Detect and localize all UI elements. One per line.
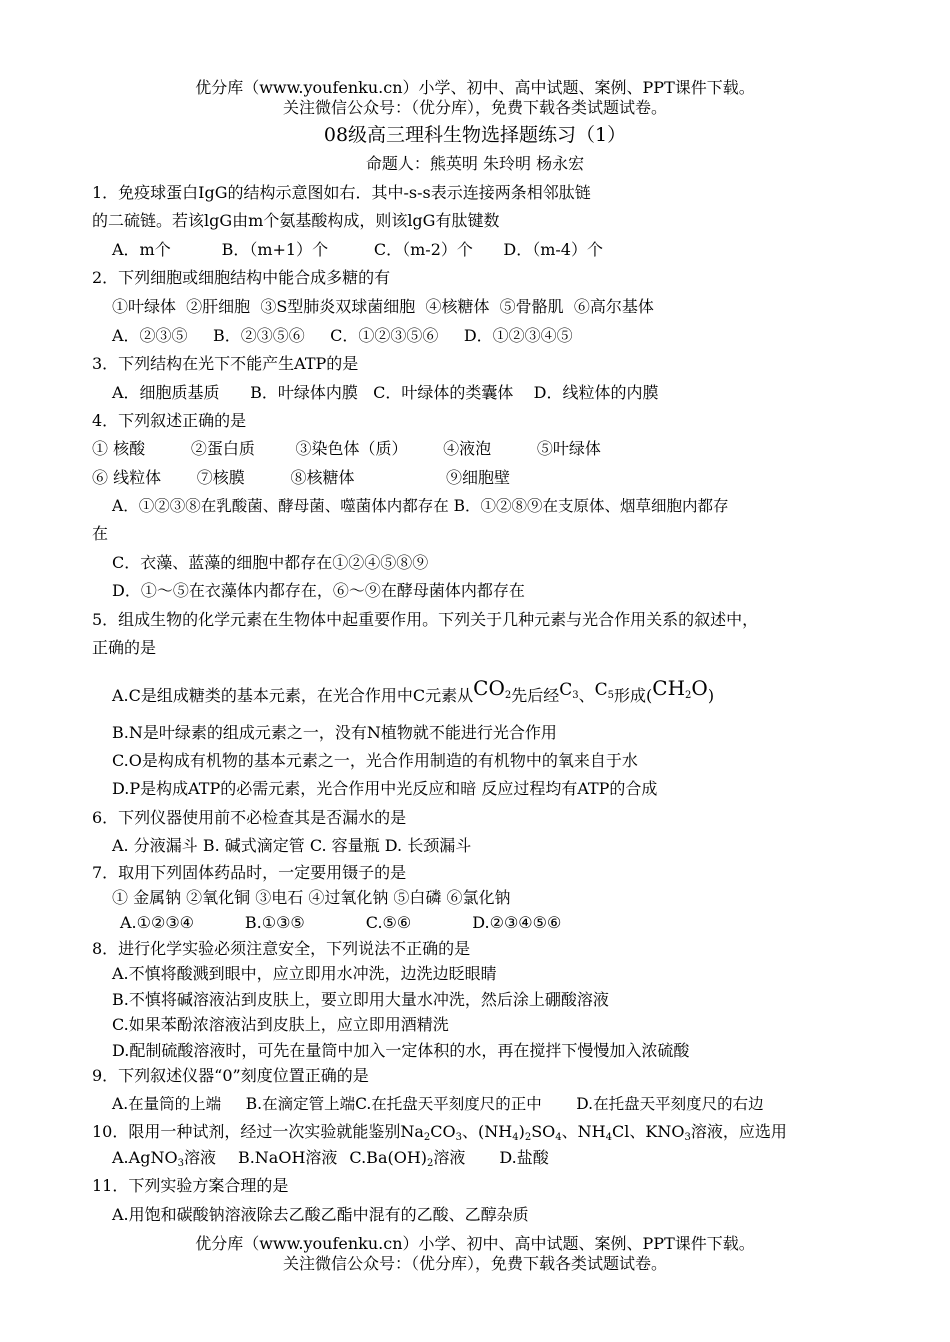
q10-stem: 10．限用一种试剂，经过一次实验就能鉴别$Na_2CO_3$、$(NH_4)_2SO_4$、$NH_4Cl$、$KNO_3$溶液，应选用 xyxy=(92,1122,787,1143)
q8-option-c: C.如果苯酚浓溶液沾到皮肤上，应立即用酒精洗 xyxy=(112,1015,449,1034)
q2-items: ①叶绿体 ②肝细胞 ③S型肺炎双球菌细胞 ④核糖体 ⑤骨骼肌 ⑥高尔基体 xyxy=(112,297,654,316)
header-line-2: 关注微信公众号：（优分库），免费下载各类试题试卷。 xyxy=(282,98,667,117)
q6-stem: 6．下列仪器使用前不必检查其是否漏水的是 xyxy=(92,808,407,827)
q5-option-a-text: A.C是组成糖类的基本元素，在光合作用中C元素从 xyxy=(112,686,474,705)
q1-stem-1: 1．免疫球蛋白IgG的结构示意图如右．其中-s-s表示连接两条相邻肽链 xyxy=(92,183,591,202)
q4-option-ab-1: A．①②③⑧在乳酸菌、酵母菌、噬菌体内都存在 B．①②⑧⑨在支原体、烟草细胞内都存 xyxy=(112,497,729,515)
q3-stem: 3．下列结构在光下不能产生ATP的是 xyxy=(92,354,359,373)
q5-stem-1: 5．组成生物的化学元素在生物体中起重要作用。下列关于几种元素与光合作用关系的叙述中， xyxy=(92,610,759,629)
formula-ch2o: $CH_2O$ xyxy=(652,676,708,701)
q8-option-d: D.配制硫酸溶液时，可先在量筒中加入一定体积的水，再在搅拌下慢慢加入浓硫酸 xyxy=(112,1041,690,1060)
q4-stem: 4．下列叙述正确的是 xyxy=(92,411,247,430)
q7-stem: 7．取用下列固体药品时，一定要用镊子的是 xyxy=(92,863,407,882)
q5-stem-2: 正确的是 xyxy=(92,638,157,657)
document-title: 08级高三理科生物选择题练习（1） xyxy=(323,124,627,146)
q5-option-b: B.N是叶绿素的组成元素之一，没有N植物就不能进行光合作用 xyxy=(112,723,557,742)
q5-option-d: D.P是构成ATP的必需元素，光合作用中光反应和暗 反应过程均有ATP的合成 xyxy=(112,779,658,798)
q10-option-c: $C.Ba(OH)_2$溶液 xyxy=(349,1148,466,1169)
q4-items-1: ① 核酸 ②蛋白质 ③染色体（质） ④液泡 ⑤叶绿体 xyxy=(92,439,601,458)
q4-option-ab-2: 在 xyxy=(92,524,109,543)
q9-stem: 9．下列叙述仪器“0”刻度位置正确的是 xyxy=(92,1066,369,1085)
formula-co2: $CO_2$ xyxy=(473,676,512,701)
q8-option-a: A.不慎将酸溅到眼中，应立即用水冲洗，边洗边眨眼睛 xyxy=(112,964,497,983)
q2-options: A．②③⑤ B．②③⑤⑥ C．①②③⑤⑥ D．①②③④⑤ xyxy=(112,326,573,345)
q1-options: A．m个 B．（m+1）个 C．（m-2）个 D．（m-4）个 xyxy=(112,240,603,259)
q10-option-a: A.AgNO$_3$溶液 xyxy=(112,1148,216,1169)
q5-option-c: C.O是构成有机物的基本元素之一，光合作用制造的有机物中的氧来自于水 xyxy=(112,751,638,770)
q4-items-2: ⑥ 线粒体 ⑦核膜 ⑧核糖体 ⑨细胞壁 xyxy=(92,468,511,487)
q11-stem: 11．下列实验方案合理的是 xyxy=(92,1176,289,1195)
q8-stem: 8．进行化学实验必须注意安全，下列说法不正确的是 xyxy=(92,939,471,958)
footer-line-2: 关注微信公众号：（优分库），免费下载各类试题试卷。 xyxy=(282,1254,667,1273)
q8-option-b: B.不慎将碱溶液沾到皮肤上，要立即用大量水冲洗，然后涂上硼酸溶液 xyxy=(112,990,609,1009)
formula-c5: $C_5$ xyxy=(594,680,615,701)
q11-option-a: A.用饱和碳酸钠溶液除去乙酸乙酯中混有的乙酸、乙醇杂质 xyxy=(112,1205,529,1224)
q7-items: ① 金属钠 ②氧化铜 ③电石 ④过氧化钠 ⑤白磷 ⑥氯化钠 xyxy=(112,888,511,907)
q3-options: A．细胞质基质 B．叶绿体内膜 C．叶绿体的类囊体 D．线粒体的内膜 xyxy=(112,383,659,402)
document-authors: 命题人：熊英明 朱玲明 杨永宏 xyxy=(365,154,585,173)
q2-stem: 2．下列细胞或细胞结构中能合成多糖的有 xyxy=(92,268,391,287)
q5-option-a: A.C是组成糖类的基本元素，在光合作用中C元素从$CO_2$先后经$C_3$、$C_5$形成$(CH_2O)$ xyxy=(112,676,715,705)
q4-option-d: D．①～⑤在衣藻体内都存在，⑥～⑨在酵母菌体内都存在 xyxy=(112,581,525,600)
q10-option-b: B.NaOH溶液 xyxy=(237,1148,338,1167)
header-line-1: 优分库（www.youfenku.cn）小学、初中、高中试题、案例、PPT课件下载。 xyxy=(195,78,755,97)
q10-option-d: D.盐酸 xyxy=(499,1148,549,1167)
formula-c3: $C_3$ xyxy=(559,680,579,701)
footer-line-1: 优分库（www.youfenku.cn）小学、初中、高中试题、案例、PPT课件下载。 xyxy=(195,1234,755,1253)
q4-option-c: C．衣藻、蓝藻的细胞中都存在①②④⑤⑧⑨ xyxy=(112,553,429,572)
q6-options: A. 分液漏斗 B. 碱式滴定管 C. 容量瓶 D. 长颈漏斗 xyxy=(112,836,472,855)
q10-options xyxy=(112,1147,549,1169)
q1-stem-2: 的二硫链。若该lgG由m个氨基酸构成，则该lgG有肽键数 xyxy=(92,211,500,230)
q7-options: A.①②③④ B.①③⑤ C.⑤⑥ D.②③④⑤⑥ xyxy=(120,913,562,932)
q9-options: A.在量筒的上端 B.在滴定管上端C.在托盘天平刻度尺的正中 D.在托盘天平刻度尺的右边 xyxy=(112,1095,764,1113)
